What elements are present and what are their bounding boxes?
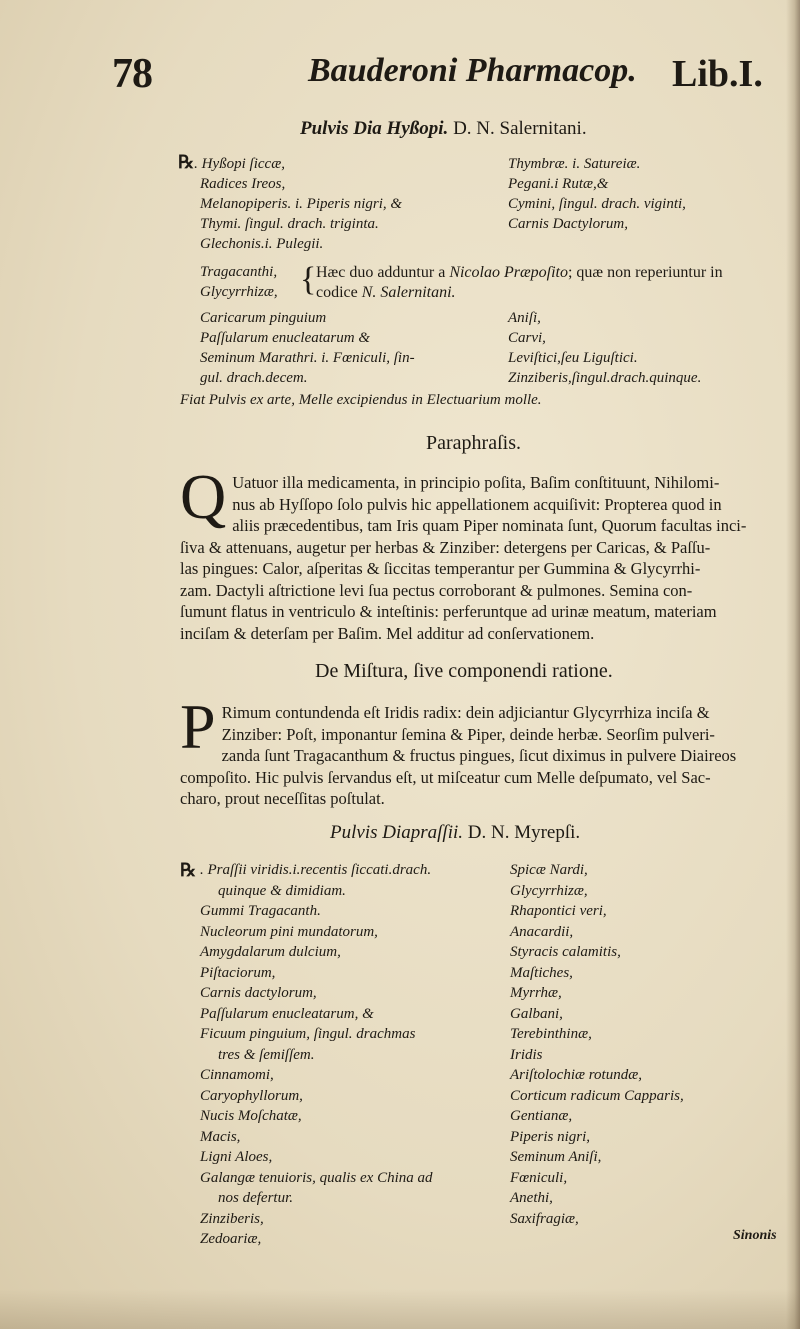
catchword: Sinonis — [733, 1228, 777, 1243]
ingredient-line: Paſſularum enucleatarum & — [200, 330, 370, 346]
ingredient-line: Macis, — [200, 1128, 241, 1145]
text-line: inciſam & deterſam per Baſim. Mel additur ad conſervationem. — [180, 623, 595, 643]
ingredient-line: Zinziberis, — [200, 1210, 264, 1227]
ingredient-line: Leviſtici,ſeu Liguſtici. — [508, 350, 638, 366]
recipe-title-italic: Pulvis Diapraſſii. — [330, 822, 463, 843]
text-line: zam. Dactyli aſtrictione levi ſua pectus corroborant & pulmones. Semina con- — [180, 580, 693, 600]
ingredient-line: Cinnamomi, — [200, 1067, 274, 1083]
brace-note-name: Nicolao Præpoſito — [449, 264, 568, 281]
ingredient-line: Zedoariæ, — [200, 1231, 262, 1247]
ingredient-line: Fœniculi, — [510, 1169, 568, 1186]
text-line: Rimum contundenda eſt Iridis radix: dein adjiciantur Glycyrrhiza inciſa & — [221, 703, 710, 722]
text-line: las pingues: Calor, aſperitas & ſiccitas temperantur per Gummina & Glycyrrhi- — [180, 559, 701, 578]
ingredient-line: Styracis calamitis, — [510, 944, 621, 960]
ingredient-line: Iridis — [510, 1046, 543, 1063]
ingredient-line: . Praſſii viridis.i.recentis ſiccati.drach. — [200, 862, 432, 878]
text-line: Uatuor illa medicamenta, in principio poſita, Baſim conſtituunt, Nihilomi- — [232, 473, 720, 492]
ingredient-line: Caricarum pinguium — [200, 310, 327, 326]
ingredient-line: Galbani, — [510, 1005, 563, 1022]
recipe-right-column — [508, 154, 686, 234]
text-line: Zinziber: Poſt, imponantur ſemina & Piper, deinde herbæ. Seorſim pulveri- — [221, 724, 715, 744]
recipe-title-author: D. N. Salernitani. — [453, 118, 587, 139]
ingredient-line: Caryophyllorum, — [200, 1087, 303, 1104]
recipe-title — [330, 822, 580, 844]
recipe-symbol-icon: ℞ — [178, 152, 195, 172]
ingredient-line: nos defertur. — [218, 1190, 293, 1206]
brace-note-text: Hæc duo adduntur a — [316, 264, 446, 281]
recipe-lower-left — [200, 308, 415, 388]
ingredient-list — [510, 860, 684, 1229]
text-line: compoſito. Hic pulvis ſervandus eſt, ut miſceatur cum Melle deſpumato, vel Sac- — [180, 767, 711, 787]
ingredient-line: Glycyrrhizæ, — [200, 284, 278, 300]
paraphrasis-paragraph — [180, 461, 765, 644]
text-line: nus ab Hyſſopo ſolo pulvis hic appellationem acquiſivit: Propterea quod in — [232, 494, 722, 514]
ingredient-line: tres & ſemiſſem. — [218, 1046, 315, 1063]
ingredient-line: Ligni Aloes, — [200, 1149, 273, 1165]
ingredient-line: Saxifragiæ, — [510, 1210, 579, 1227]
section-title: Paraphraſis. — [426, 432, 521, 454]
recipe-lower-right — [508, 308, 701, 388]
brace-note-text: codice — [316, 284, 358, 301]
ingredient-line: Anacardii, — [510, 923, 574, 940]
text-line: ſiva & attenuans, augetur per herbas & Zinziber: detergens per Caricas, & Paſſu- — [180, 537, 711, 557]
ingredient-line: Carvi, — [508, 330, 546, 346]
brace-note — [316, 263, 723, 303]
ingredient-line: Carnis Dactylorum, — [508, 216, 628, 232]
ingredient-line: Ficuum pinguium, ſingul. drachmas — [200, 1026, 416, 1042]
recipe-symbol-icon: ℞ — [180, 860, 197, 880]
recipe-title — [300, 118, 587, 140]
ingredient-line: Paſſularum enucleatarum, & — [200, 1005, 374, 1022]
ingredient-line: Radices Ireos, — [200, 176, 286, 192]
ingredient-line: Seminum Marathri. i. Fœniculi, ſin- — [200, 350, 415, 366]
ingredient-line: Glycyrrhizæ, — [510, 882, 588, 899]
ingredient-list — [200, 860, 433, 1250]
ingredient-line: Maſtiches, — [510, 964, 573, 981]
recipe-title-author: D. N. Myrepſi. — [467, 822, 581, 843]
brace-symbol-icon: { — [300, 261, 317, 298]
ingredient-line: Carnis dactylorum, — [200, 985, 317, 1001]
recipe-closing: Fiat Pulvis ex arte, Melle excipiendus in Electuarium molle. — [180, 392, 542, 408]
ingredient-line: Seminum Aniſi, — [510, 1149, 602, 1165]
ingredient-line: Thymi. ſingul. drach. triginta. — [200, 216, 379, 232]
ingredient-line: Aniſi, — [508, 310, 541, 326]
running-head: Bauderoni Pharmacop. — [308, 52, 637, 89]
brace-ingredients — [200, 262, 278, 302]
ingredient-line: Galangæ tenuioris, qualis ex China ad — [200, 1169, 433, 1186]
text-line: aliis præcedentibus, tam Iris quam Piper nominata ſunt, Quorum facultas inci- — [232, 516, 747, 535]
page-bottom-shadow — [0, 1289, 800, 1329]
ingredient-line: Melanopiperis. i. Piperis nigri, & — [200, 196, 403, 212]
drop-cap: P — [180, 691, 216, 762]
recipe2-left-column — [180, 860, 480, 1260]
ingredient-line: Gummi Tragacanth. — [200, 903, 321, 919]
ingredient-line: Pegani.i Rutæ,& — [508, 176, 609, 192]
brace-note-text: ; quæ non reperiuntur in — [567, 264, 723, 281]
ingredient-line: Gentianæ, — [510, 1108, 573, 1124]
recipe-title-italic: Pulvis Dia Hyßopi. — [300, 118, 449, 139]
ingredient-line: Nucis Moſchatæ, — [200, 1108, 302, 1124]
ingredient-line: Nucleorum pini mundatorum, — [200, 923, 378, 940]
ingredient-line: Glechonis.i. Pulegii. — [200, 236, 324, 252]
section-title: De Miſtura, ſive componendi ratione. — [315, 660, 613, 682]
ingredient-line: Thymbræ. i. Satureiæ. — [508, 156, 641, 172]
ingredient-line: Ariſtolochiæ rotundæ, — [510, 1067, 642, 1083]
ingredient-line: Amygdalarum dulcium, — [200, 944, 341, 960]
page-edge-shadow — [786, 0, 800, 1329]
ingredient-line: Piſtaciorum, — [200, 964, 276, 981]
ingredient-line: Tragacanthi, — [200, 264, 278, 280]
ingredient-line: Hyßopi ſiccæ, — [201, 156, 285, 172]
ingredient-line: Zinziberis,ſingul.drach.quinque. — [508, 370, 702, 386]
text-line: charo, prout neceſſitas poſtulat. — [180, 789, 385, 808]
ingredient-line: Terebinthinæ, — [510, 1026, 592, 1042]
ingredient-line: Rhapontici veri, — [510, 903, 607, 919]
brace-note-source: N. Salernitani. — [361, 284, 456, 301]
mistura-paragraph — [180, 691, 765, 810]
ingredient-line: gul. drach.decem. — [200, 370, 308, 386]
drop-cap: Q — [180, 461, 227, 532]
text-line: zanda ſunt Tragacanthum & fructus pingues, ſicut diximus in pulvere Diaireos — [221, 746, 737, 765]
ingredient-line: quinque & dimidiam. — [218, 882, 346, 899]
text-line: ſumunt flatus in ventriculo & inteſtinis: perferuntque ad urinæ meatum, materiam — [180, 602, 717, 621]
recipe-left-column: ℞. Hyßopi ſiccæ, Radices Ireos, Melanopiperis. i. Piperis nigri, & Thymi. ſingul. drach. triginta. Glechonis.i. Pulegii. — [178, 152, 403, 252]
ingredient-line: Piperis nigri, — [510, 1128, 591, 1145]
ingredient-line: Myrrhæ, — [510, 985, 562, 1001]
ingredient-line: Anethi, — [510, 1190, 553, 1206]
ingredient-line: Cymini, ſingul. drach. viginti, — [508, 196, 686, 212]
book-label: Lib.I. — [672, 53, 763, 95]
ingredient-line: Spicæ Nardi, — [510, 862, 588, 878]
ingredient-line: Corticum radicum Capparis, — [510, 1087, 684, 1104]
page-number: 78 — [112, 51, 152, 97]
